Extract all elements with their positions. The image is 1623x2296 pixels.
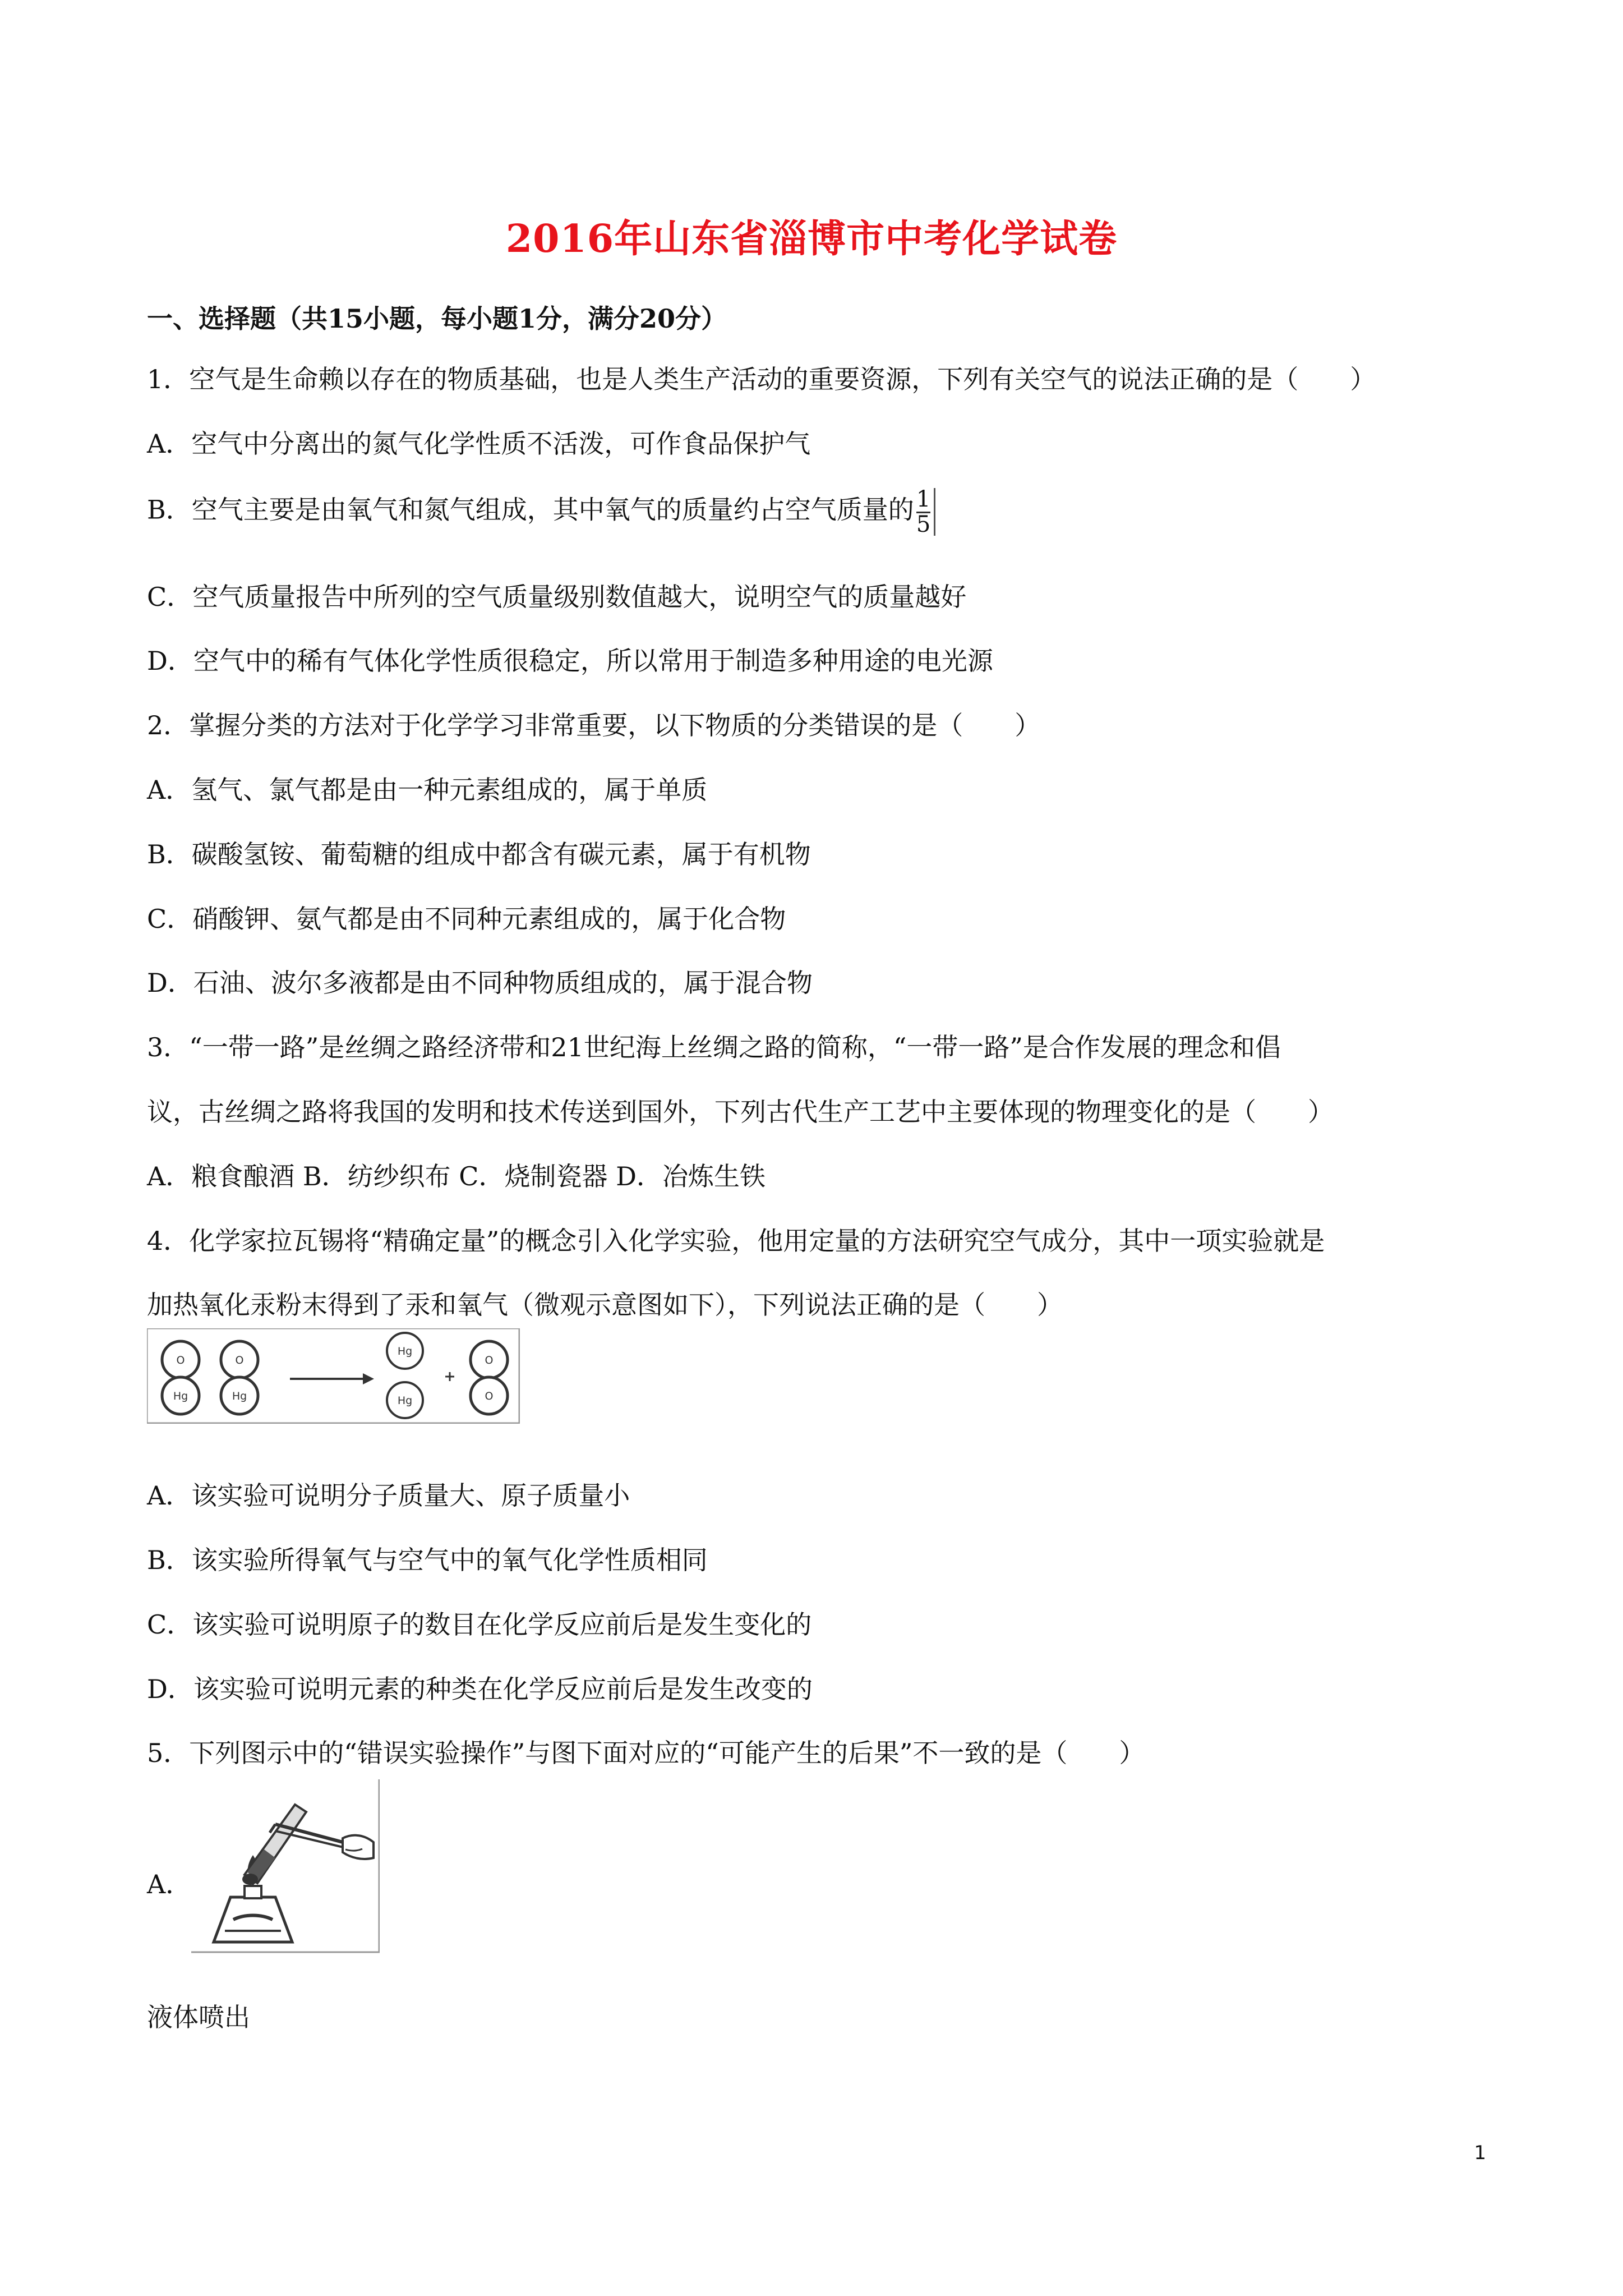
q1-stem: 1．空气是生命赖以存在的物质基础，也是人类生产活动的重要资源，下列有关空气的说法正确的是（ ） <box>147 364 1376 394</box>
heating-test-tube-illustration <box>191 1779 380 1953</box>
test-tube-icon <box>242 1805 306 1885</box>
atom-o-label: O <box>235 1354 244 1366</box>
hgo-molecule-1 <box>162 1341 199 1414</box>
atom-hg-label: Hg <box>173 1390 188 1402</box>
hgo-molecule-2 <box>221 1341 258 1414</box>
mercury-oxide-decomposition-diagram <box>147 1328 520 1424</box>
q1-option-a: A．空气中分离出的氮气化学性质不活泼，可作食品保护气 <box>147 429 811 459</box>
fraction-one-fifth <box>916 488 935 536</box>
fraction-numerator: 1 <box>916 486 931 512</box>
q5-option-a-label: A． <box>147 1869 192 1899</box>
section-heading: 一、选择题（共15小题，每小题1分，满分20分） <box>147 303 727 334</box>
q3-options: A．粮食酿酒 B．纺纱织布 C．烧制瓷器 D．冶炼生铁 <box>147 1161 766 1191</box>
q1-option-b-text: B．空气主要是由氧气和氮气组成，其中氧气的质量约占空气质量的 <box>147 494 914 525</box>
page-number: 1 <box>1474 2142 1486 2164</box>
atom-o-label: O <box>176 1354 185 1366</box>
q4-option-b: B．该实验所得氧气与空气中的氧气化学性质相同 <box>147 1545 708 1575</box>
q4-option-c: C．该实验可说明原子的数目在化学反应前后是发生变化的 <box>147 1609 812 1640</box>
atom-hg-label: Hg <box>232 1390 247 1402</box>
q1-option-d: D．空气中的稀有气体化学性质很稳定，所以常用于制造多种用途的电光源 <box>147 646 993 676</box>
q3-stem-line1: 3．“一带一路”是丝绸之路经济带和21世纪海上丝绸之路的简称，“一带一路”是合作发展的理念和倡 <box>147 1032 1281 1062</box>
q5-option-a-caption: 液体喷出 <box>147 2002 250 2032</box>
q2-stem: 2．掌握分类的方法对于化学学习非常重要，以下物质的分类错误的是（ ） <box>147 710 1041 740</box>
q5-stem: 5．下列图示中的“错误实验操作”与图下面对应的“可能产生的后果”不一致的是（ ） <box>147 1738 1145 1768</box>
atom-o-label: O <box>485 1354 494 1366</box>
q2-option-c: C．硝酸钾、氨气都是由不同种元素组成的，属于化合物 <box>147 904 786 934</box>
atom-o-label: O <box>485 1390 494 1402</box>
q2-option-d: D．石油、波尔多液都是由不同种物质组成的，属于混合物 <box>147 968 813 998</box>
q3-stem-line2: 议，古丝绸之路将我国的发明和技术传送到国外，下列古代生产工艺中主要体现的物理变化的是（ ） <box>147 1097 1334 1127</box>
hg-atoms <box>387 1333 423 1418</box>
q4-option-d: D．该实验可说明元素的种类在化学反应前后是发生改变的 <box>147 1674 813 1704</box>
o2-molecule <box>471 1341 508 1414</box>
page-title: 2016年山东省淄博市中考化学试卷 <box>505 217 1118 261</box>
q4-option-a: A．该实验可说明分子质量大、原子质量小 <box>147 1480 630 1511</box>
plus-sign <box>445 1372 454 1381</box>
q4-stem-line2: 加热氧化汞粉末得到了汞和氧气（微观示意图如下），下列说法正确的是（ ） <box>147 1290 1063 1320</box>
reaction-arrow <box>290 1373 374 1384</box>
atom-hg-label: Hg <box>397 1395 413 1407</box>
q1-option-b <box>147 488 935 536</box>
q2-option-b: B．碳酸氢铵、葡萄糖的组成中都含有碳元素，属于有机物 <box>147 839 811 869</box>
q1-option-c: C．空气质量报告中所列的空气质量级别数值越大，说明空气的质量越好 <box>147 582 967 612</box>
fraction-denominator: 5 <box>916 512 931 537</box>
hand-icon <box>343 1835 374 1859</box>
atom-hg-label: Hg <box>397 1345 413 1358</box>
q2-option-a: A．氢气、氯气都是由一种元素组成的，属于单质 <box>147 775 708 805</box>
q4-stem-line1: 4．化学家拉瓦锡将“精确定量”的概念引入化学实验，他用定量的方法研究空气成分，其中一项实验就是 <box>147 1226 1325 1256</box>
